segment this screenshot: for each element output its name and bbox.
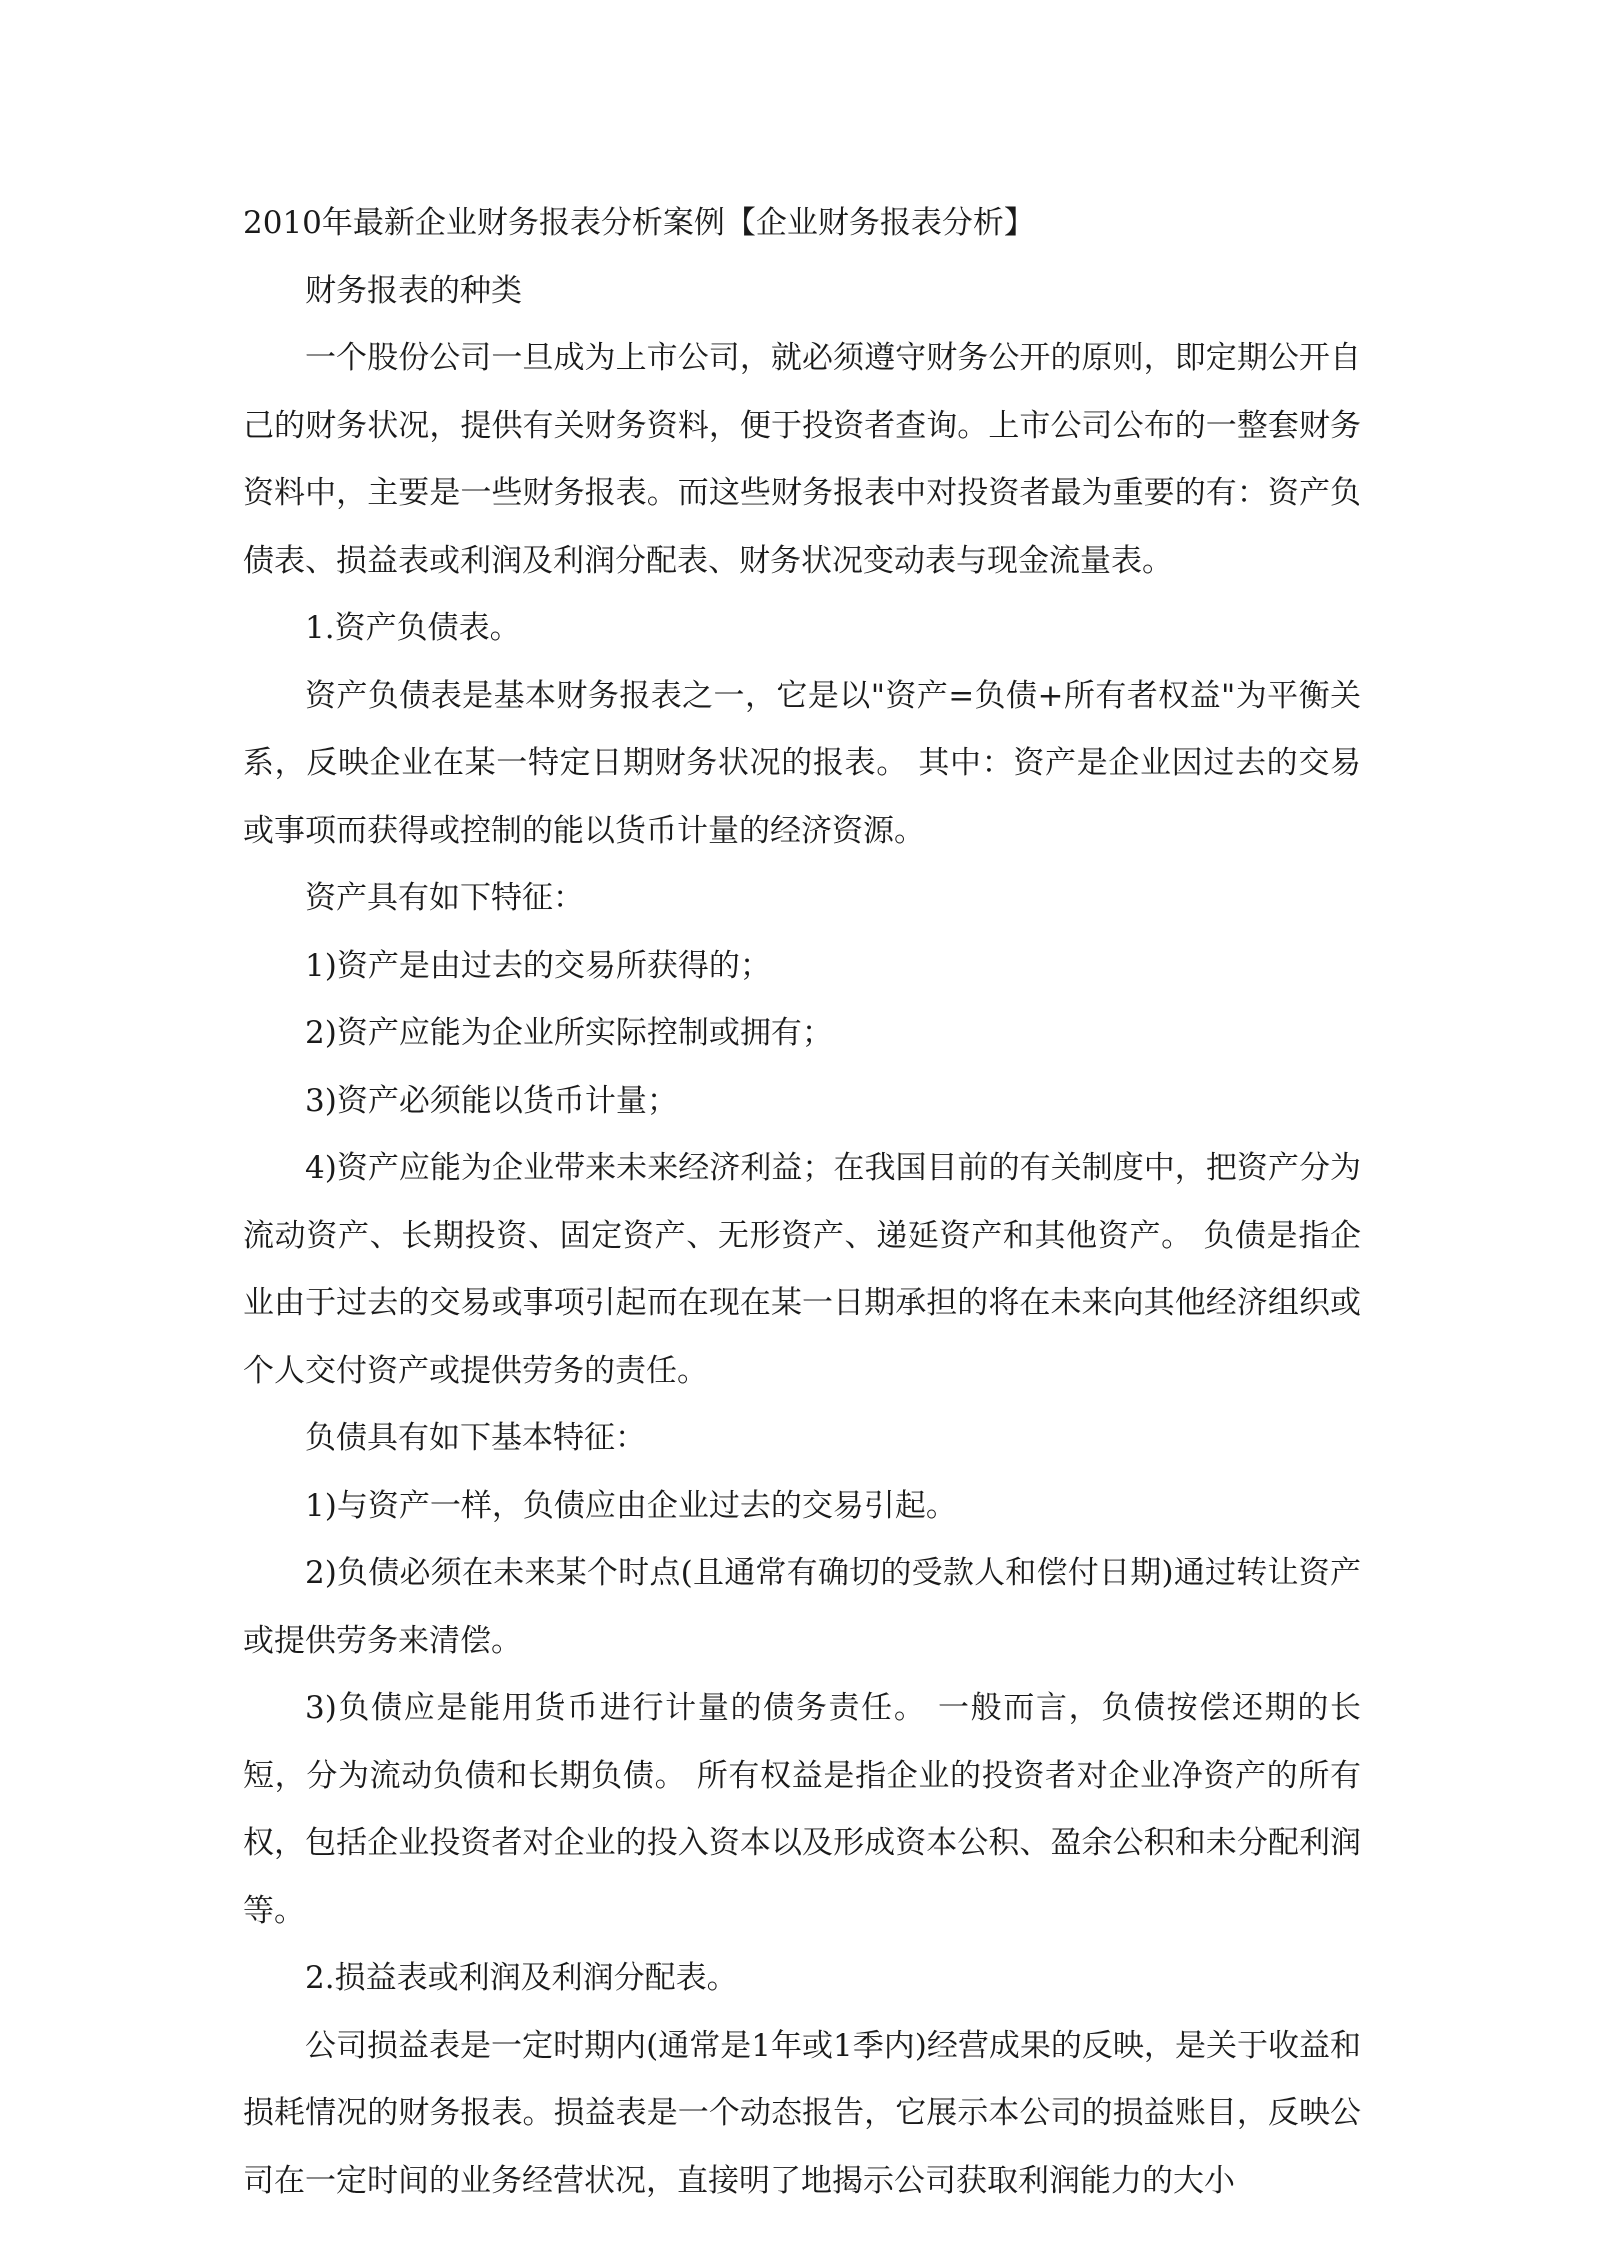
paragraph: 资产具有如下特征： (305, 880, 584, 916)
list-item: 4)资产应能为企业带来未来经济利益；在我国目前的有关制度中，把资产分为流动资产、长期投资、固定资产、无形资产、递延资产和其他资产。 负债是指企业由于过去的交易或事项引起而在现在某一日期承担的将在未来向其他经济组织或个人交付资产或提供劳务的责任。 (243, 1150, 1361, 1389)
list-item: 3)负债应是能用货币进行计量的债务责任。 一般而言，负债按偿还期的长短，分为流动负债和长期负债。 所有权益是指企业的投资者对企业净资产的所有权，包括企业投资者对企业的投入资本以及形成资本公积、盈余公积和未分配利润等。 (243, 1690, 1361, 1929)
list-item: 2)负债必须在未来某个时点(且通常有确切的受款人和偿付日期)通过转让资产或提供劳务来清偿。 (243, 1555, 1361, 1659)
paragraph: 资产负债表是基本财务报表之一，它是以"资产=负债+所有者权益"为平衡关系，反映企业在某一特定日期财务状况的报表。 其中：资产是企业因过去的交易或事项而获得或控制的能以货币计量的经济资源。 (243, 677, 1361, 849)
list-item: 2)资产应能为企业所实际控制或拥有； (305, 1015, 833, 1051)
list-item: 1)资产是由过去的交易所获得的； (305, 947, 771, 984)
section-heading: 2.损益表或利润及利润分配表。 (305, 1960, 738, 1996)
document-title: 2010年最新企业财务报表分析案例【企业财务报表分析】 (243, 205, 1035, 241)
section-heading: 财务报表的种类 (305, 272, 522, 309)
paragraph: 一个股份公司一旦成为上市公司，就必须遵守财务公开的原则，即定期公开自己的财务状况，提供有关财务资料，便于投资者查询。上市公司公布的一整套财务资料中，主要是一些财务报表。而这些财务报表中对投资者最为重要的有：资产负债表、损益表或利润及利润分配表、财务状况变动表与现金流量表。 (243, 340, 1361, 579)
list-item: 1)与资产一样，负债应由企业过去的交易引起。 (305, 1487, 957, 1524)
list-item: 3)资产必须能以货币计量； (305, 1082, 678, 1119)
document-body (243, 190, 1361, 2215)
paragraph: 公司损益表是一定时期内(通常是1年或1季内)经营成果的反映，是关于收益和损耗情况的财务报表。损益表是一个动态报告，它展示本公司的损益账目，反映公司在一定时间的业务经营状况，直接明了地揭示公司获取利润能力的大小 (243, 2027, 1361, 2199)
section-heading: 1.资产负债表。 (305, 610, 521, 646)
paragraph: 负债具有如下基本特征： (305, 1420, 646, 1456)
